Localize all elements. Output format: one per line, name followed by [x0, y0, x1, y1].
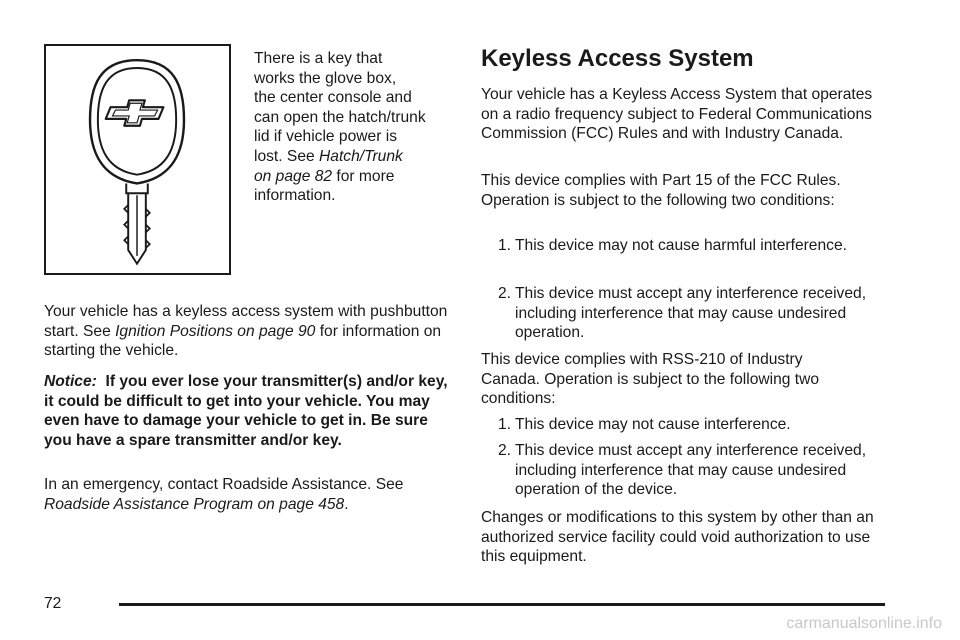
keyless-start-paragraph: Your vehicle has a keyless access system with pushbutton start. See Ignition Positions on page 90 for information on starting the vehicle.: [44, 303, 448, 360]
list-item: [481, 441, 881, 501]
key-intro-text: [254, 49, 454, 206]
intro-line: the center console and: [254, 89, 412, 107]
watermark: carmanualsonline.info: [786, 615, 942, 632]
notice-label: Notice:: [44, 373, 97, 390]
chevrolet-key-icon: [46, 46, 229, 273]
modifications-paragraph: Changes or modifications to this system by other than an authorized service facility could void authorization to use this equipment.: [481, 509, 874, 566]
footer-divider: [119, 603, 885, 606]
list-item-number: 1.: [498, 237, 512, 254]
section-heading: Keyless Access System: [481, 45, 754, 72]
list-item-number: 1.: [498, 416, 512, 433]
list-item: [481, 284, 881, 344]
key-figure: [44, 44, 231, 275]
list-item-text: This device must accept any interference received, including interference that may cause undesired operation.: [515, 285, 867, 342]
intro-line: information.: [254, 187, 336, 205]
roadside-paragraph: In an emergency, contact Roadside Assistance. See Roadside Assistance Program on page 458.: [44, 476, 404, 513]
intro-line: works the glove box,: [254, 69, 397, 87]
list-item-text: This device may not cause interference.: [515, 416, 791, 433]
list-item: [481, 236, 881, 276]
list-item: [481, 415, 881, 435]
list-item-text: This device may not cause harmful interference.: [515, 237, 847, 254]
fcc-part15-paragraph: This device complies with Part 15 of the FCC Rules. Operation is subject to the following two conditions:: [481, 172, 841, 209]
hatch-trunk-reference-link[interactable]: Hatch/Trunk: [319, 147, 403, 165]
rss210-paragraph: This device complies with RSS-210 of Industry Canada. Operation is subject to the following two conditions:: [481, 351, 820, 408]
ignition-positions-reference-link[interactable]: Ignition Positions on page 90: [115, 322, 316, 340]
notice-text: If you ever lose your transmitter(s) and/or key, it could be difficult to get into your vehicle. You may even have to damage your vehicle to get in. Be sure you have a spare transmitter and/or key.: [44, 373, 448, 449]
intro-line: on page 82 for more: [254, 167, 395, 185]
page-number: 72: [44, 595, 62, 612]
notice-paragraph: [44, 372, 454, 450]
fcc-intro-paragraph: Your vehicle has a Keyless Access System that operates on a radio frequency subject to Federal Communications Commission (FCC) Rules and with Industry Canada.: [481, 86, 873, 143]
intro-line: lost. See Hatch/Trunk: [254, 147, 403, 165]
list-item-number: 2.: [498, 285, 512, 302]
intro-line: lid if vehicle power is: [254, 128, 398, 146]
intro-line: can open the hatch/trunk: [254, 108, 426, 126]
hatch-trunk-page-reference-link[interactable]: on page 82: [254, 167, 333, 185]
list-item-number: 2.: [498, 442, 512, 459]
list-item-text: This device must accept any interference received, including interference that may cause undesired operation of the device.: [515, 442, 867, 499]
roadside-assistance-reference-link[interactable]: Roadside Assistance Program on page 458: [44, 495, 345, 513]
intro-line: There is a key that: [254, 50, 383, 67]
